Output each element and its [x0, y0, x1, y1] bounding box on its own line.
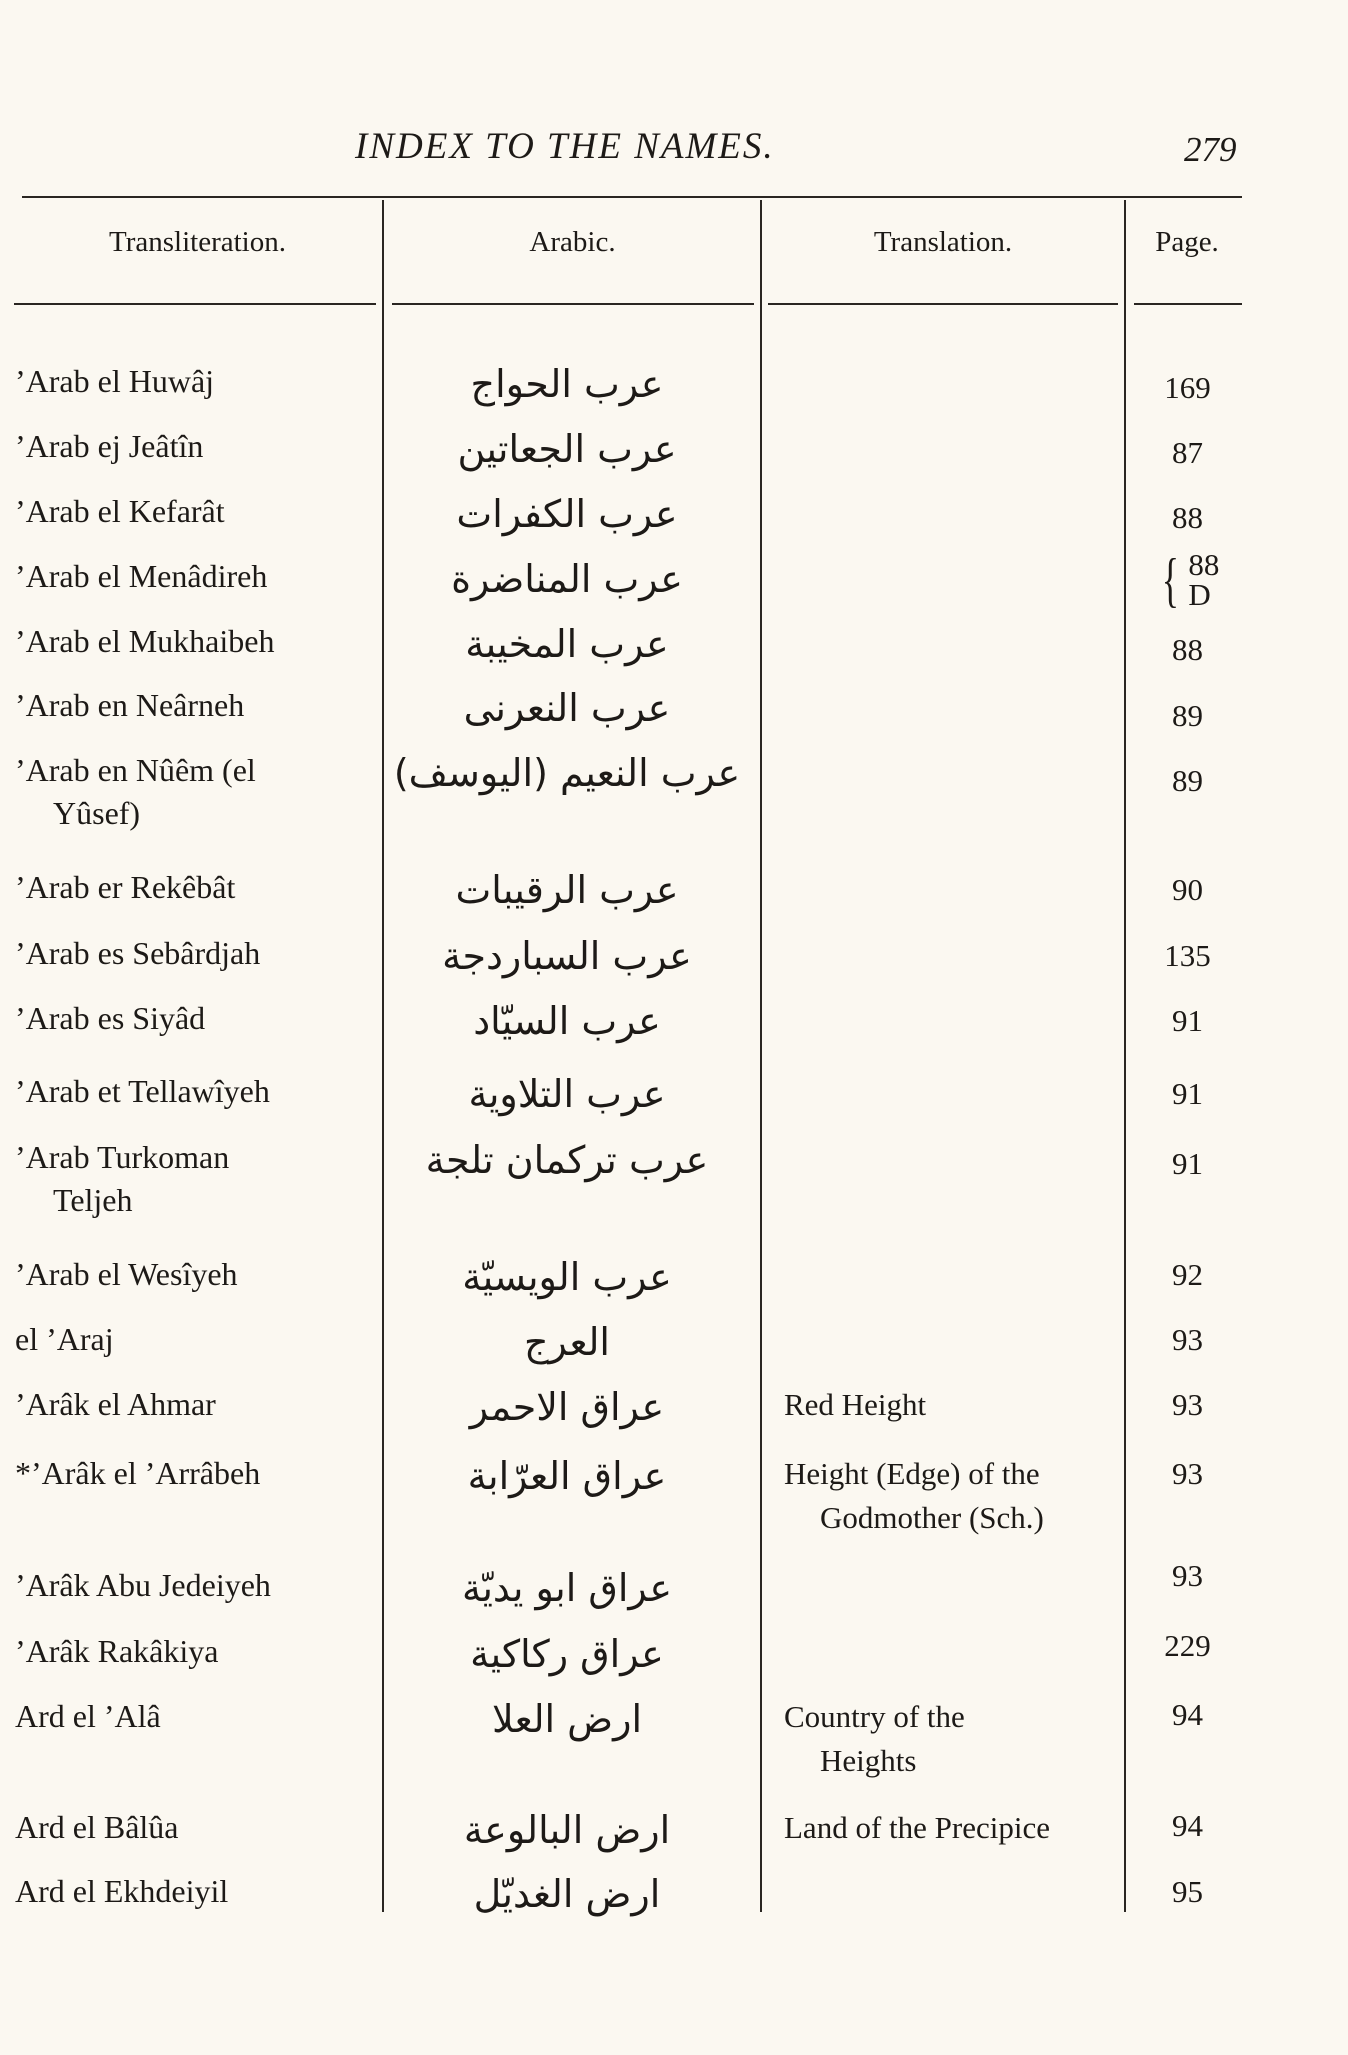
arabic-cell: عرب الرقيبات — [455, 868, 679, 912]
header-rule — [392, 303, 754, 305]
page-brace-group — [1156, 547, 1220, 613]
page-cell: 94 — [1172, 1697, 1203, 1732]
arabic-cell: عراق العرّابة — [467, 1454, 667, 1498]
transliteration-text: ’Arab Turkoman — [15, 1139, 230, 1175]
column-divider — [760, 200, 762, 1912]
arabic-cell: عرب الكفرات — [456, 492, 678, 536]
arabic-cell: عرب المخيبة — [465, 622, 669, 666]
translation-text: Height (Edge) of the — [784, 1456, 1040, 1491]
transliteration-cell — [15, 749, 375, 835]
transliteration-cell: ’Arâk Rakâkiya — [15, 1633, 219, 1669]
header-transliteration: Transliteration. — [109, 226, 286, 258]
transliteration-cell: ’Arâk el Ahmar — [15, 1386, 216, 1422]
page-cell: 89 — [1172, 698, 1203, 733]
transliteration-cell: ’Arab er Rekêbât — [15, 869, 236, 905]
arabic-cell: عرب السيّاد — [473, 999, 661, 1043]
page-cell: 92 — [1172, 1257, 1203, 1292]
translation-cell: Red Height — [784, 1387, 927, 1422]
transliteration-cell: ’Arab el Wesîyeh — [15, 1256, 238, 1292]
transliteration-continuation: Yûsef) — [53, 795, 141, 831]
page-cell — [1140, 547, 1235, 613]
transliteration-cell: Ard el ’Alâ — [15, 1698, 161, 1734]
transliteration-cell: ’Arâk Abu Jedeiyeh — [15, 1567, 271, 1603]
transliteration-cell: el ’Araj — [15, 1321, 114, 1357]
translation-continuation: Godmother (Sch.) — [820, 1500, 1044, 1535]
arabic-cell: عرب النعيم (اليوسف) — [393, 751, 741, 795]
page-cell: 93 — [1172, 1387, 1203, 1422]
top-rule — [22, 196, 1242, 198]
translation-cell — [784, 1695, 1114, 1783]
transliteration-cell: ’Arab el Menâdireh — [15, 558, 268, 594]
transliteration-cell: ’Arab el Huwâj — [15, 363, 215, 399]
translation-cell — [784, 1452, 1114, 1540]
page-cell: 88 — [1172, 500, 1203, 535]
brace-icon: { — [1161, 547, 1179, 613]
page-number-value: 88 — [1188, 547, 1220, 582]
header-rule — [14, 303, 376, 305]
transliteration-cell: ’Arab es Sebârdjah — [15, 935, 261, 971]
arabic-cell: عرب الجعاتين — [457, 427, 677, 471]
transliteration-cell: ’Arab en Neârneh — [15, 687, 245, 723]
transliteration-cell: ’Arab et Tellawîyeh — [15, 1073, 270, 1109]
page-cell: 169 — [1164, 370, 1211, 405]
arabic-cell: ارض الغديّل — [473, 1872, 661, 1916]
page-cell: 95 — [1172, 1874, 1203, 1909]
transliteration-cell: Ard el Bâlûa — [15, 1809, 179, 1845]
transliteration-cell: ’Arab el Kefarât — [15, 493, 225, 529]
transliteration-cell: ’Arab ej Jeâtîn — [15, 428, 204, 464]
arabic-cell: ارض البالوعة — [463, 1808, 671, 1852]
page-cell: 87 — [1172, 435, 1203, 470]
page-cell: 91 — [1172, 1076, 1203, 1111]
header-page: Page. — [1155, 226, 1219, 258]
page-cell: 90 — [1172, 872, 1203, 907]
page-cell: 93 — [1172, 1558, 1203, 1593]
page-cell: 91 — [1172, 1146, 1203, 1181]
header-arabic: Arabic. — [529, 226, 616, 258]
page-cell: 135 — [1164, 938, 1211, 973]
transliteration-cell: *’Arâk el ’Arrâbeh — [15, 1455, 261, 1491]
page-number-value: D — [1188, 577, 1211, 612]
translation-text: Country of the — [784, 1699, 965, 1734]
transliteration-cell: ’Arab el Mukhaibeh — [15, 623, 275, 659]
header-translation: Translation. — [873, 226, 1013, 258]
arabic-cell: عرب النعرنى — [463, 686, 671, 730]
running-title: INDEX TO THE NAMES. — [355, 126, 775, 167]
transliteration-cell: Ard el Ekhdeiyil — [15, 1873, 229, 1909]
header-rule — [768, 303, 1118, 305]
arabic-cell: عراق الاحمر — [469, 1385, 665, 1429]
arabic-cell: عرب تركمان تلجة — [425, 1138, 709, 1182]
page-number: 279 — [1184, 130, 1237, 169]
arabic-cell: ارض العلا — [491, 1697, 643, 1741]
arabic-cell: عرب المناضرة — [451, 557, 683, 601]
arabic-cell: عراق ركاكية — [470, 1632, 664, 1676]
transliteration-continuation: Teljeh — [53, 1182, 133, 1218]
page-cell: 229 — [1164, 1628, 1211, 1663]
arabic-cell: العرج — [524, 1320, 610, 1364]
arabic-cell: عرب الحواج — [470, 362, 664, 406]
transliteration-text: ’Arab en Nûêm (el — [15, 752, 256, 788]
arabic-cell: عرب السباردجة — [442, 934, 692, 978]
arabic-cell: عراق ابو يديّة — [461, 1566, 673, 1610]
column-divider — [1124, 200, 1126, 1912]
header-rule — [1134, 303, 1242, 305]
translation-cell: Land of the Precipice — [784, 1810, 1050, 1845]
arabic-cell: عرب التلاوية — [468, 1072, 666, 1116]
arabic-cell: عرب الويسيّة — [462, 1255, 672, 1299]
page-cell: 93 — [1172, 1456, 1203, 1491]
transliteration-cell: ’Arab es Siyâd — [15, 1000, 206, 1036]
translation-continuation: Heights — [820, 1743, 917, 1778]
page-cell: 88 — [1172, 632, 1203, 667]
transliteration-cell — [15, 1136, 375, 1222]
page-cell: 94 — [1172, 1808, 1203, 1843]
page-cell: 91 — [1172, 1003, 1203, 1038]
page-cell: 93 — [1172, 1322, 1203, 1357]
page-cell: 89 — [1172, 763, 1203, 798]
